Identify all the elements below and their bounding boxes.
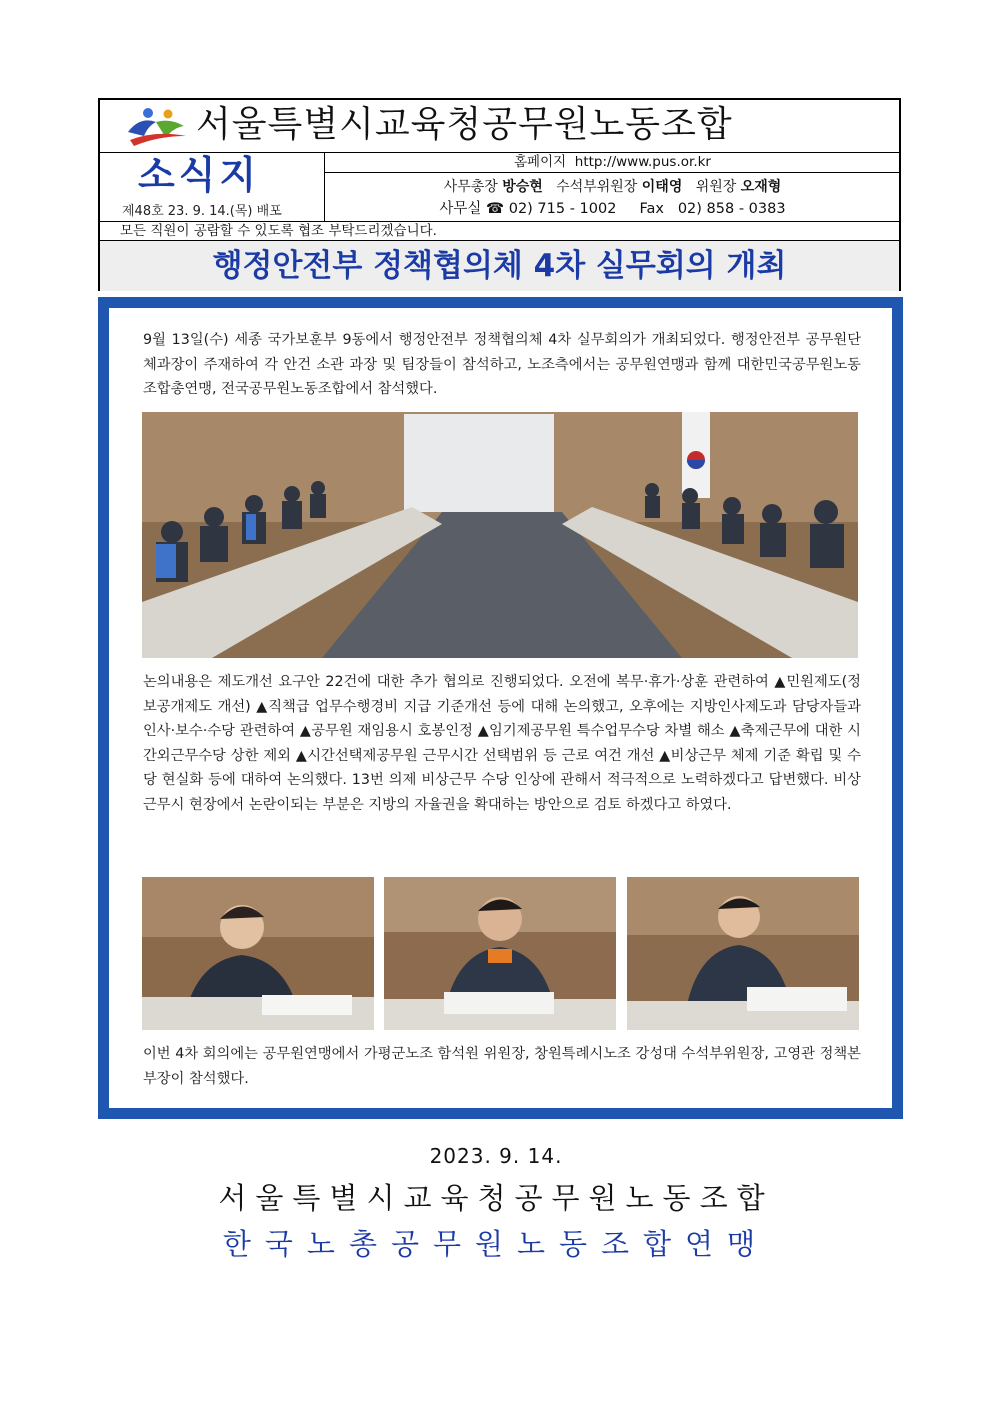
- homepage-label: 홈페이지: [514, 154, 567, 170]
- article-paragraph: 논의내용은 제도개선 요구안 22건에 대한 추가 협의로 진행되었다. 오전에 복무·휴가·상훈 관련하여 ▲민원제도(정보공개제도 개선) ▲직책급 업무수행경비 지급 기준개선 등에 대해 논의했고, 오후에는 지방인사제도과 담당자들과 인사·보수·수당 관련하여 ▲공무원 재임용시 호봉인정 ▲임기제공무원 특수업무수당 차별 해소 ▲축제근무에 대한 시간외근무수당 상한 제외 ▲시간선택제공무원 근무시간 선택범위 등 근로 여건 개선 ▲비상근무 체제 기준 확립 및 수당 현실화 등에 대하여 논의했다. 13번 의제 비상근무 수당 인상에 관해서 적극적으로 노력하겠다고 답변했다. 비상근무시 현장에서 논란이되는 부분은 지방의 자율권을 확대하는 방안으로 검토 하겠다고 하였다.: [143, 674, 861, 813]
- officer-name: 오재형: [740, 179, 782, 195]
- meeting-room-photo: [142, 412, 858, 658]
- union-logo-icon: [126, 106, 188, 146]
- notice-row: 모든 직원이 공람할 수 있도록 협조 부탁드리겠습니다.: [100, 221, 899, 241]
- headline-row: [100, 241, 899, 291]
- phone-icon: ☎: [486, 201, 505, 217]
- homepage-link[interactable]: http://www.pus.or.kr: [574, 154, 711, 170]
- participant-photo: [384, 877, 616, 1030]
- signature-union: 서울특별시교육청공무원노동조합: [218, 1181, 774, 1215]
- newsletter-label: 소식지: [138, 153, 261, 197]
- article-body: [109, 308, 892, 1108]
- office-label: 사무실: [439, 201, 482, 217]
- issue-info: 제48호 23. 9. 14.(목) 배포: [122, 204, 282, 219]
- issue-date: 2023. 9. 14.: [429, 1144, 563, 1168]
- article-paragraph: 9월 13일(수) 세종 국가보훈부 9동에서 행정안전부 정책협의체 4차 실무회의가 개최되었다. 행정안전부 공무원단체과장이 주재하여 각 안건 소관 과장 및 팀장들이 참석하고, 노조측에서는 공무원연맹과 함께 대한민국공무원노동조합총연맹, 전국공무원노동조합에서 참석했다.: [143, 332, 861, 397]
- officer-title: 수석부위원장: [556, 179, 638, 195]
- officers-row: [324, 176, 901, 196]
- fax-label: Fax: [639, 201, 664, 217]
- participant-photo: [142, 877, 374, 1030]
- homepage-row: [324, 152, 901, 173]
- union-name: 서울특별시교육청공무원노동조합: [196, 104, 733, 145]
- issue-box: [100, 152, 325, 221]
- article-frame: [98, 297, 903, 1119]
- officer-title: 위원장: [695, 179, 737, 195]
- title-row: [100, 100, 899, 153]
- fax-number: 02) 858 - 0383: [677, 201, 786, 217]
- newsletter-header: [98, 98, 901, 291]
- officer-name: 이태영: [641, 179, 683, 195]
- headline: 행정안전부 정책협의체 4차 실무회의 개최: [212, 248, 787, 284]
- officer-name: 방승현: [502, 179, 543, 195]
- signature-federation: 한국노총공무원노동조합연맹: [222, 1227, 770, 1261]
- phone-number: 02) 715 - 1002: [508, 201, 617, 217]
- office-row: [324, 197, 901, 218]
- officer-title: 사무총장: [443, 179, 498, 195]
- participant-photo: [627, 877, 859, 1030]
- contact-box: [324, 152, 901, 221]
- article-paragraph: 이번 4차 회의에는 공무원연맹에서 가평군노조 함석원 위원장, 창원특례시노조 강성대 수석부위원장, 고영관 정책본부장이 참석했다.: [143, 1046, 861, 1087]
